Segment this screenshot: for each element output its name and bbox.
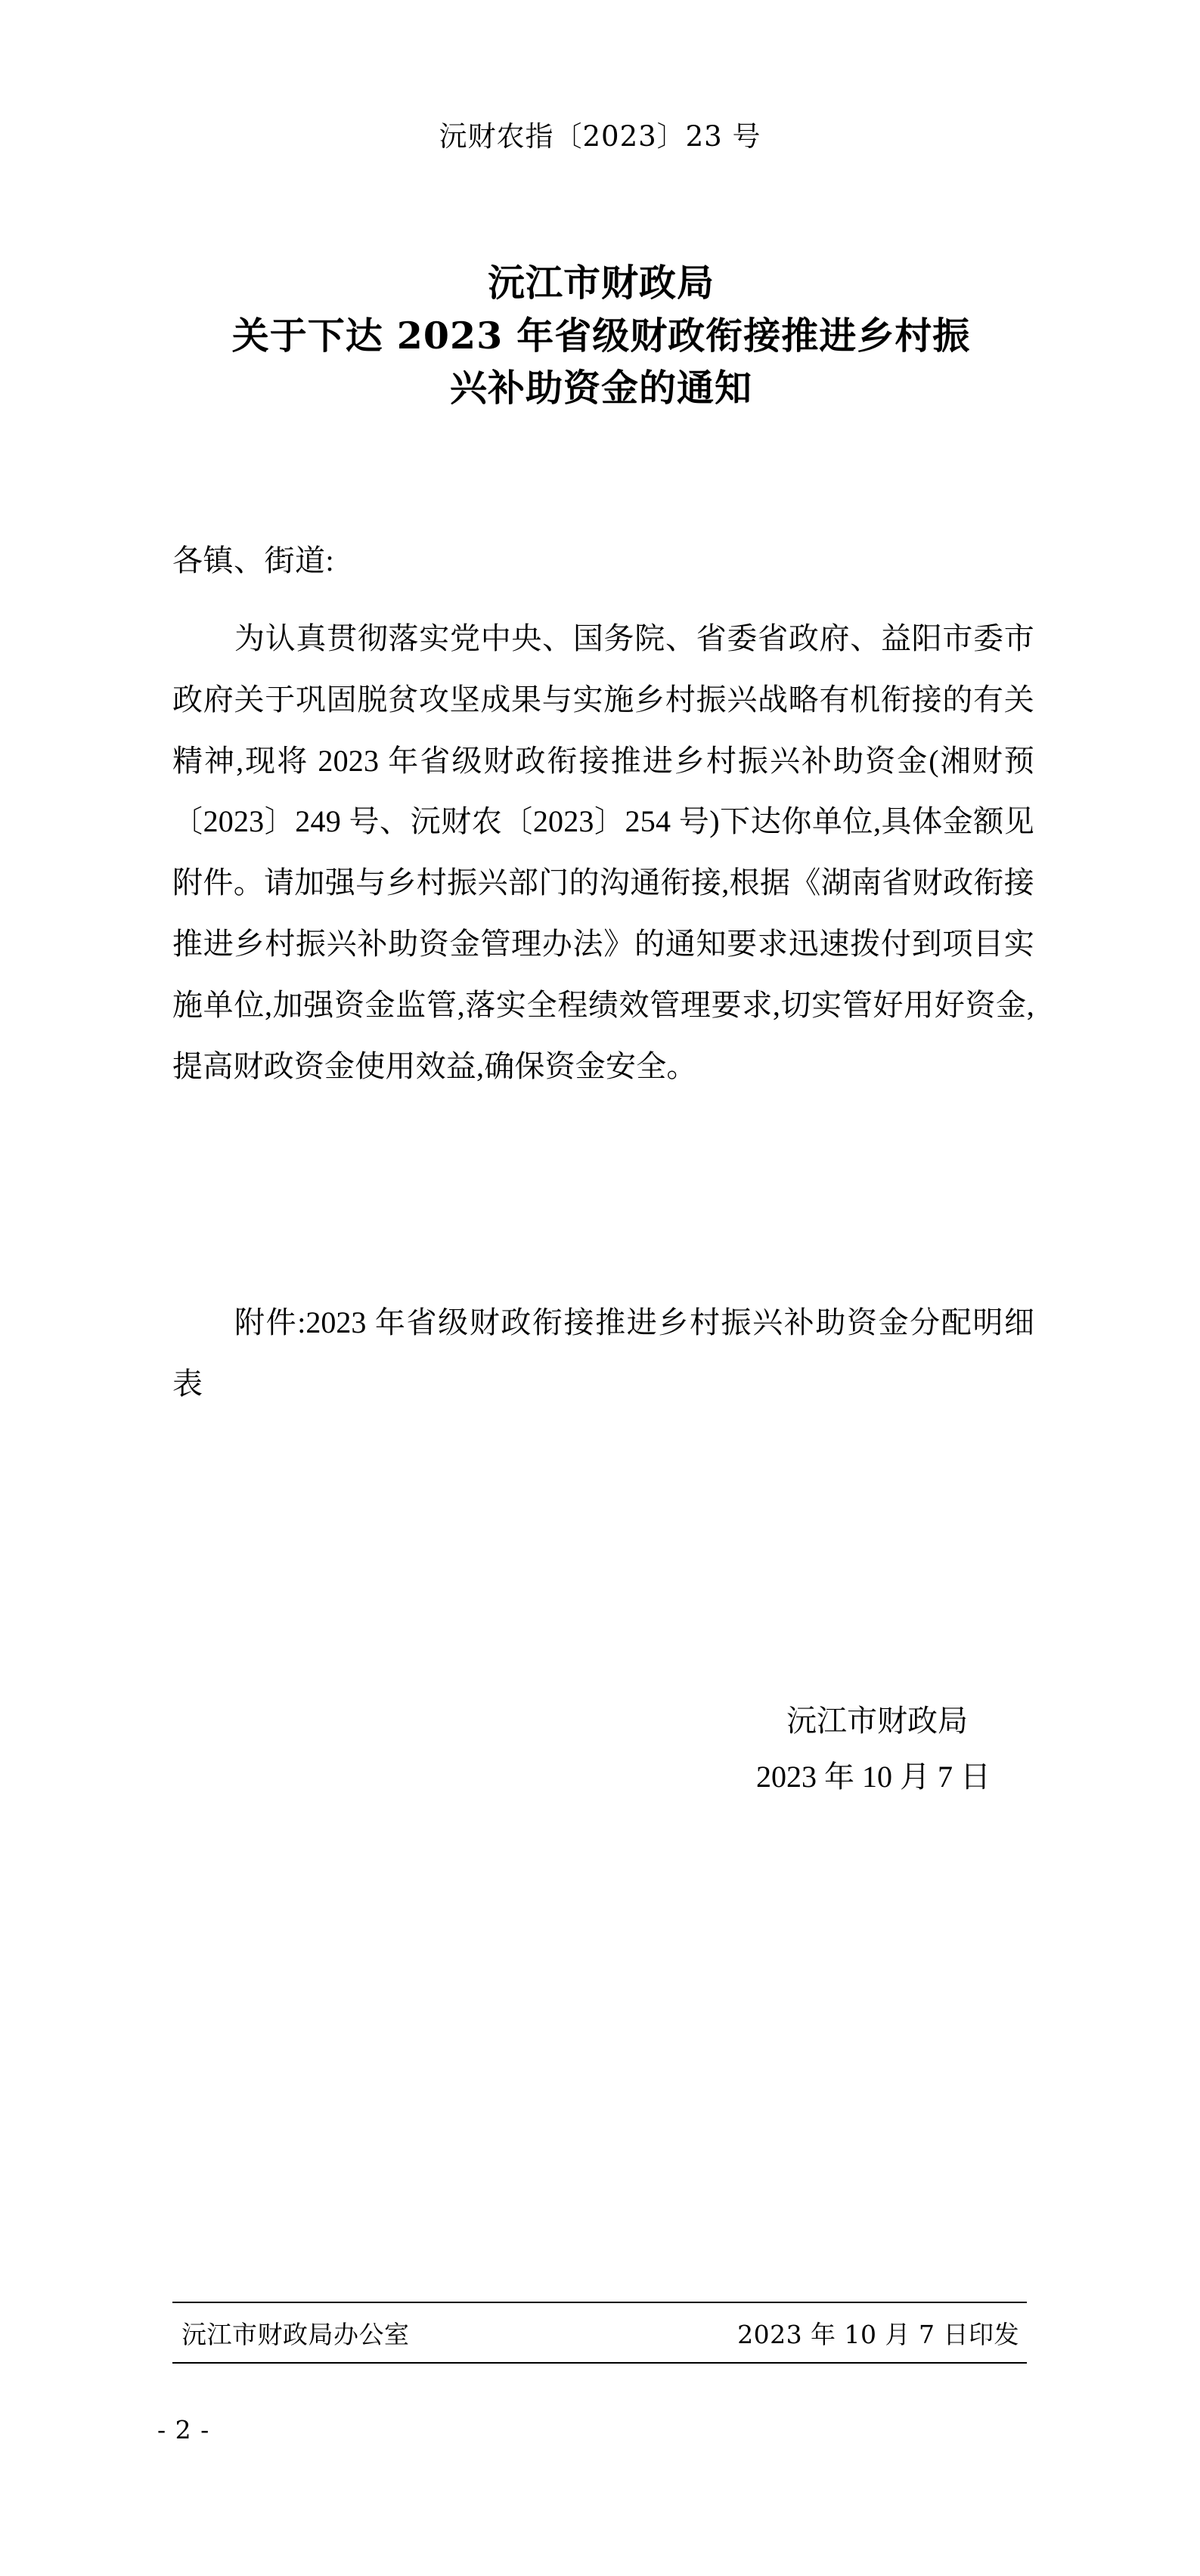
footer-issuer: 沅江市财政局办公室 [181,2320,410,2349]
footer-divider-top [172,2302,1027,2303]
page-footer [172,2309,1027,2362]
title-line-1: 沅江市财政局 [487,261,715,305]
attachment-line: 附件:2023 年省级财政衔接推进乡村振兴补助资金分配明细表 [172,1305,1034,1401]
body-text [172,608,1034,1097]
document-number: 沅财农指〔2023〕23 号 [439,120,761,153]
document-title [174,257,1028,415]
footer-issue-date: 2023 年 10 月 7 日印发 [737,2320,1019,2349]
signature-organization: 沅江市财政局 [786,1704,968,1738]
body-paragraph-1: 为认真贯彻落实党中央、国务院、省委省政府、益阳市委市政府关于巩固脱贫攻坚成果与实施乡村振兴战略有机衔接的有关精神,现将 2023 年省级财政衔接推进乡村振兴补助资金(湘财预〔2023〕249 号、沅财农〔2023〕254 号)下达你单位,具体金额见附件。请加强与乡村振兴部门的沟通衔接,根据《湖南省财政衔接推进乡村振兴补助资金管理办法》的通知要求迅速拨付到项目实施单位,加强资金监管,落实全程绩效管理要求,切实管好用好资金,提高财政资金使用效益,确保资金安全。 [172,621,1034,1083]
page-number: - 2 - [157,2415,210,2444]
title-line-2: 关于下达 2023 年省级财政衔接推进乡村振 [231,313,971,358]
footer-divider-bottom [172,2362,1027,2364]
title-line-3: 兴补助资金的通知 [449,366,752,410]
signature-date: 2023 年 10 月 7 日 [756,1760,991,1794]
signature-block [0,1693,1013,1805]
salutation: 各镇、街道: [172,543,335,577]
attachment-block [172,1293,1034,1415]
